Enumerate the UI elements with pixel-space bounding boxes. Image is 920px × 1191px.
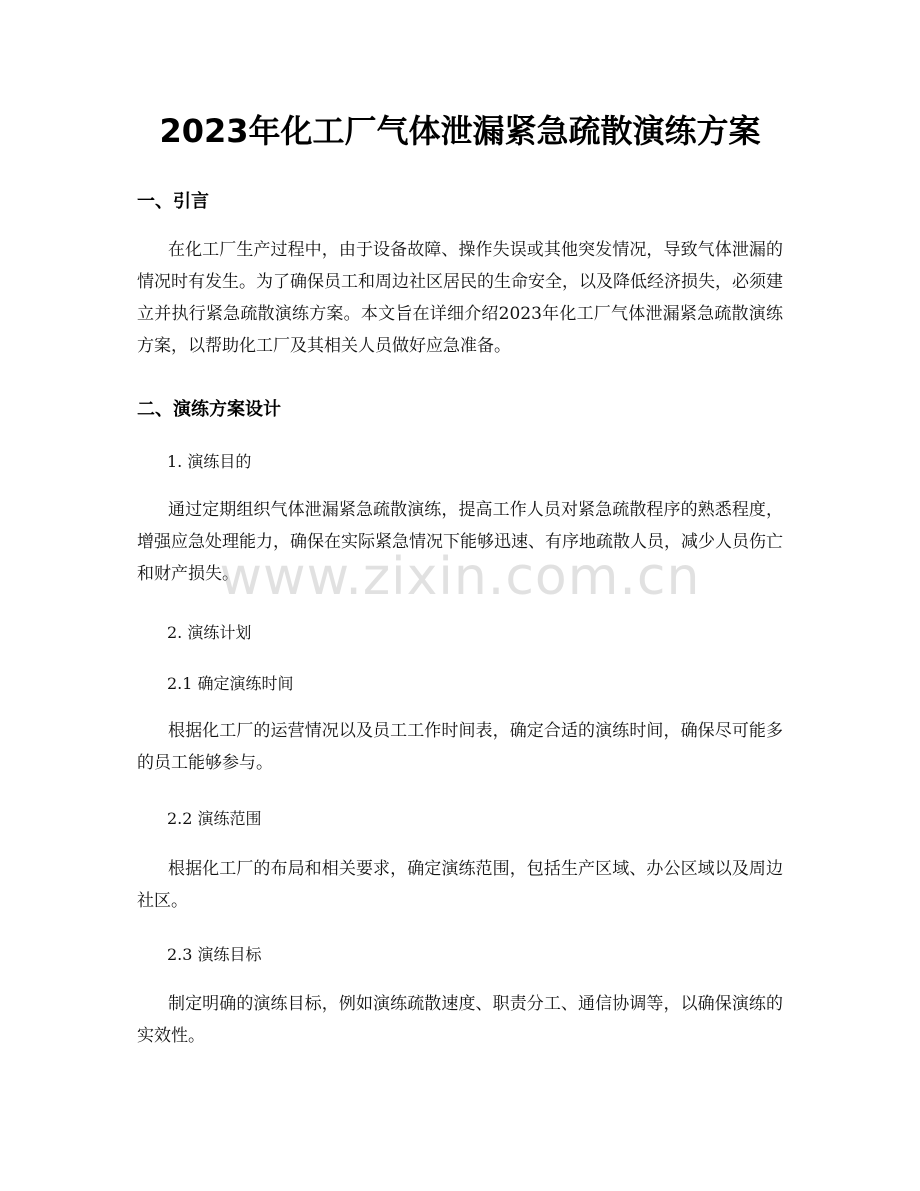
section-heading-introduction: 一、引言 — [137, 191, 209, 212]
drill-scope-paragraph: 根据化工厂的布局和相关要求，确定演练范围，包括生产区域、办公区域以及周边社区。 — [137, 859, 783, 911]
document-title: 2023年化工厂气体泄漏紧急疏散演练方案 — [159, 112, 761, 150]
drill-purpose-paragraph: 通过定期组织气体泄漏紧急疏散演练，提高工作人员对紧急疏散程序的熟悉程度，增强应急处理能力，确保在实际紧急情况下能够迅速、有序地疏散人员，减少人员伤亡和财产损失。 — [137, 500, 783, 584]
subheading-drill-goals: 2.3 演练目标 — [167, 945, 262, 964]
subheading-drill-plan: 2. 演练计划 — [167, 623, 252, 642]
drill-goals-paragraph: 制定明确的演练目标，例如演练疏散速度、职责分工、通信协调等，以确保演练的实效性。 — [137, 994, 783, 1046]
subheading-drill-scope: 2.2 演练范围 — [167, 809, 262, 828]
watermark-text: www.zixin.com.cn — [219, 547, 701, 607]
section-heading-drill-design: 二、演练方案设计 — [137, 399, 281, 420]
introduction-paragraph: 在化工厂生产过程中，由于设备故障、操作失误或其他突发情况，导致气体泄漏的情况时有发生。为了确保员工和周边社区居民的生命安全，以及降低经济损失，必须建立并执行紧急疏散演练方案。本文旨在详细介绍2023年化工厂气体泄漏紧急疏散演练方案，以帮助化工厂及其相关人员做好应急准备。 — [137, 240, 783, 356]
subheading-drill-purpose: 1. 演练目的 — [167, 452, 252, 471]
drill-time-paragraph: 根据化工厂的运营情况以及员工工作时间表，确定合适的演练时间，确保尽可能多的员工能够参与。 — [137, 721, 783, 773]
subheading-drill-time: 2.1 确定演练时间 — [167, 674, 294, 693]
